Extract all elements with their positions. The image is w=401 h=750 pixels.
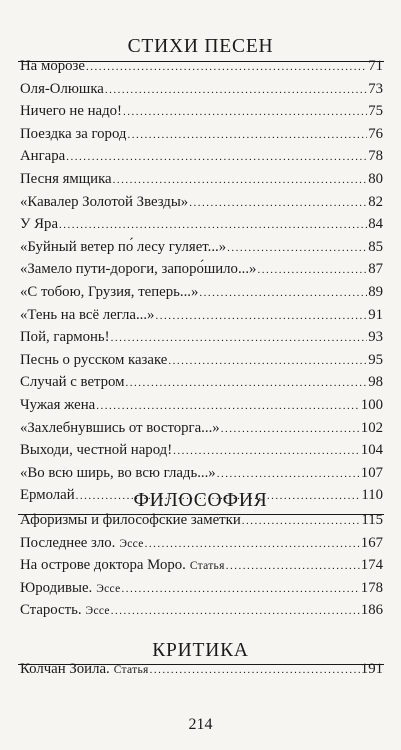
toc-list-philosophy <box>20 512 383 625</box>
page-ref: 87 <box>368 261 383 278</box>
page-ref: 80 <box>368 170 383 187</box>
leader-dots <box>113 174 368 186</box>
page-ref: 93 <box>368 329 383 346</box>
toc-entry[interactable]: «Тень на всё легла...» ..... 91 <box>20 307 383 330</box>
page-ref: 76 <box>368 125 383 142</box>
leader-dots <box>168 355 367 367</box>
page-ref: 73 <box>368 80 383 97</box>
leader-dots <box>221 423 360 435</box>
toc-entry[interactable]: Ничего не надо! ..... 75 <box>20 103 383 126</box>
leader-dots <box>96 400 360 412</box>
genre-label: Эссе <box>119 537 144 550</box>
toc-entry[interactable]: На острове доктора Моро. Статья ..... 174 <box>20 557 383 580</box>
leader-dots <box>105 84 367 96</box>
page-ref: 95 <box>368 351 383 368</box>
page-ref: 78 <box>368 148 383 165</box>
leader-dots <box>242 515 361 527</box>
toc-entry[interactable]: Ангара ..... 78 <box>20 148 383 171</box>
page-ref: 98 <box>368 374 383 391</box>
toc-entry[interactable]: Старость. Эссе ..... 186 <box>20 602 383 625</box>
toc-entry[interactable]: Песнь о русском казаке ..... 95 <box>20 352 383 375</box>
leader-dots <box>59 219 367 231</box>
toc-entry[interactable]: Афоризмы и философские заметки ..... 115 <box>20 512 383 535</box>
page-ref: 191 <box>360 661 383 677</box>
leader-dots <box>86 61 367 73</box>
toc-entry[interactable]: Случай с ветром ..... 98 <box>20 374 383 397</box>
toc-entry[interactable]: Песня ямщика ..... 80 <box>20 171 383 194</box>
section-title-philosophy: ФИЛОСОФИЯ <box>133 490 268 511</box>
page-ref: 75 <box>368 103 383 120</box>
leader-dots <box>66 151 367 163</box>
toc-list-criticism <box>20 661 383 684</box>
leader-dots <box>126 377 368 389</box>
leader-dots <box>199 287 367 299</box>
page-ref: 104 <box>360 442 383 459</box>
genre-label: Статья <box>113 664 149 676</box>
page-ref: 174 <box>360 557 383 574</box>
leader-dots <box>189 197 367 209</box>
toc-entry[interactable]: «Захлебнувшись от восторга...» ..... 102 <box>20 420 383 443</box>
leader-dots <box>173 445 360 457</box>
page-ref: 71 <box>368 58 383 74</box>
toc-entry[interactable]: Колчан Зоила. Статья ..... 191 <box>20 661 383 684</box>
page-ref: 115 <box>361 512 383 528</box>
toc-entry[interactable]: Ермолай ..... 110 <box>20 487 383 510</box>
toc-entry[interactable]: У Яра ..... 84 <box>20 216 383 239</box>
page-ref: 82 <box>368 193 383 210</box>
leader-dots <box>226 560 360 572</box>
page-ref: 110 <box>361 487 383 504</box>
toc-entry[interactable]: «Во всю ширь, во всю гладь...» ..... 107 <box>20 465 383 488</box>
leader-dots <box>227 242 367 254</box>
leader-dots <box>150 664 360 676</box>
toc-entry[interactable]: Юродивые. Эссе ..... 178 <box>20 580 383 603</box>
page-ref: 178 <box>360 579 383 596</box>
leader-dots <box>111 605 360 617</box>
toc-entry[interactable]: Выходи, честной народ! ..... 104 <box>20 442 383 465</box>
genre-label: Эссе <box>96 582 121 595</box>
page-ref: 167 <box>360 534 383 551</box>
section-title-songs: СТИХИ ПЕСЕН <box>127 36 274 57</box>
section-title-criticism: КРИТИКА <box>152 640 249 661</box>
toc-entry[interactable]: «Кавалер Золотой Звезды» ..... 82 <box>20 194 383 217</box>
page-ref: 100 <box>360 396 383 413</box>
page-number: 214 <box>188 716 213 733</box>
leader-dots <box>127 129 367 141</box>
toc-entry[interactable]: Чужая жена ..... 100 <box>20 397 383 420</box>
leader-dots <box>217 468 360 480</box>
toc-entry[interactable]: «Замело пути-дороги, запоро́шило...» ..... 87 <box>20 261 383 284</box>
page-ref: 107 <box>360 464 383 481</box>
toc-entry[interactable]: «Буйный ветер по́ лесу гуляет...» ..... 85 <box>20 239 383 262</box>
page-ref: 91 <box>368 306 383 323</box>
toc-list-songs <box>20 58 383 510</box>
genre-label: Эссе <box>85 605 110 618</box>
leader-dots <box>111 332 368 344</box>
leader-dots <box>257 264 367 276</box>
leader-dots <box>155 310 367 322</box>
genre-label: Статья <box>189 560 225 573</box>
toc-entry[interactable]: Поездка за город ..... 76 <box>20 126 383 149</box>
toc-entry[interactable]: Оля-Олюшка ..... 73 <box>20 81 383 104</box>
page-ref: 102 <box>360 419 383 436</box>
page-ref: 89 <box>368 283 383 300</box>
toc-entry[interactable]: На морозе ..... 71 <box>20 58 383 81</box>
leader-dots <box>123 106 367 118</box>
toc-entry[interactable]: «С тобою, Грузия, теперь...» ..... 89 <box>20 284 383 307</box>
toc-entry[interactable]: Пой, гармонь! ..... 93 <box>20 329 383 352</box>
page-ref: 85 <box>368 238 383 255</box>
leader-dots <box>121 583 359 595</box>
toc-entry[interactable]: Последнее зло. Эссе ..... 167 <box>20 535 383 558</box>
page-ref: 84 <box>368 216 383 233</box>
page-ref: 186 <box>360 602 383 619</box>
leader-dots <box>145 538 360 550</box>
